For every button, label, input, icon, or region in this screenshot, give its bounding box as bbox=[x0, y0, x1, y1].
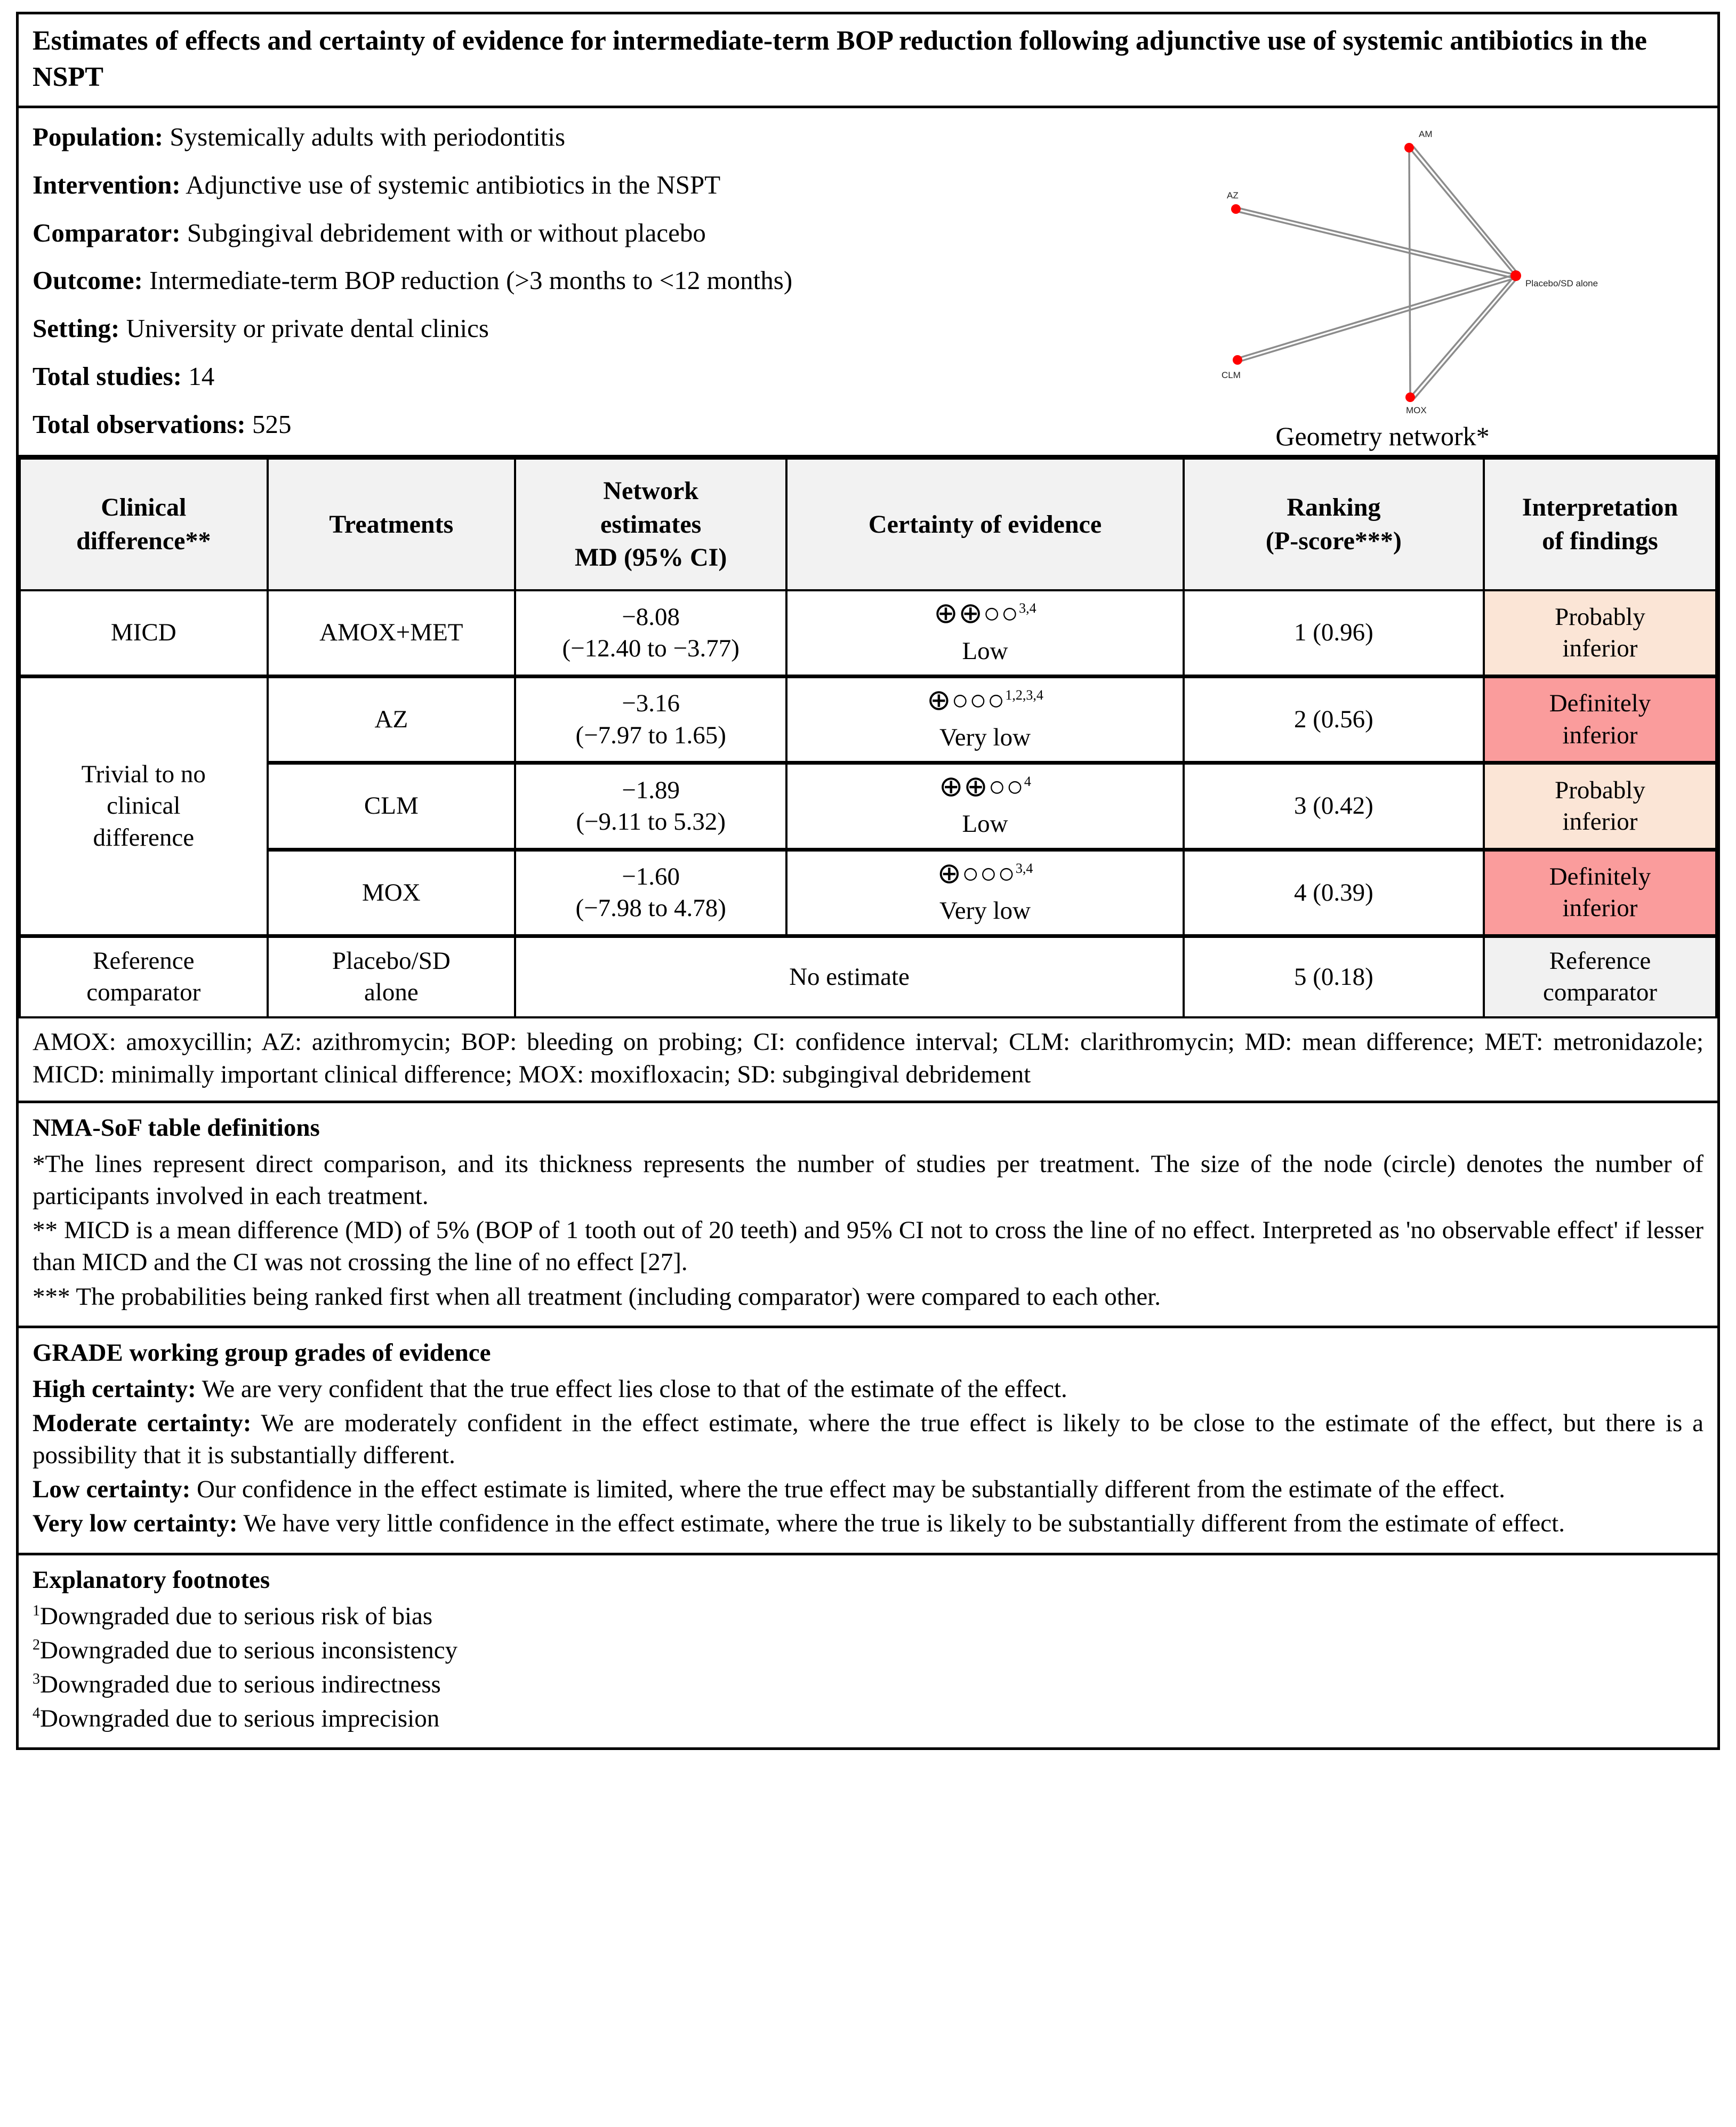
reference-treatment-line: Placebo/SD bbox=[332, 947, 451, 975]
network-label-placebo: Placebo/SD alone bbox=[1525, 278, 1598, 289]
pico-value-outcome: Intermediate-term BOP reduction (>3 months to <12 months) bbox=[142, 266, 793, 295]
estimate-value: −1.89 bbox=[622, 776, 680, 804]
footnote-item-3 bbox=[33, 1668, 1703, 1700]
cell-network-estimate bbox=[515, 676, 786, 762]
cell-interpretation bbox=[1484, 849, 1716, 936]
footnote-text: Downgraded due to serious indirectness bbox=[40, 1671, 441, 1699]
network-node-placebo[interactable] bbox=[1510, 270, 1521, 281]
table-header-row bbox=[20, 459, 1716, 590]
footnote-marker: 3 bbox=[33, 1671, 40, 1688]
definition-star-three: *** The probabilities being ranked first when all treatment (including comparator) were compared to each other. bbox=[33, 1282, 1161, 1311]
cell-ranking: 5 (0.18) bbox=[1184, 936, 1484, 1017]
cell-ranking: 3 (0.42) bbox=[1184, 763, 1484, 849]
cell-network-estimate bbox=[515, 849, 786, 936]
cell-certainty bbox=[786, 590, 1184, 676]
cell-ranking: 4 (0.39) bbox=[1184, 849, 1484, 936]
pico-row-comparator bbox=[33, 217, 1062, 249]
cell-clinical-difference: MICD bbox=[20, 590, 268, 676]
footnote-text: Downgraded due to serious imprecision bbox=[40, 1705, 440, 1733]
header-line: estimates bbox=[600, 510, 702, 539]
pico-row-outcome bbox=[33, 264, 1062, 296]
sof-table bbox=[19, 457, 1717, 1018]
grade-term: Very low certainty: bbox=[33, 1510, 238, 1538]
cell-interpretation bbox=[1484, 936, 1716, 1017]
grade-section bbox=[19, 1328, 1717, 1555]
table-row bbox=[20, 849, 1716, 936]
pico-label-total-studies: Total studies: bbox=[33, 362, 182, 391]
cell-certainty bbox=[786, 849, 1184, 936]
group-label-line: Trivial to no bbox=[81, 760, 206, 789]
pico-label-outcome: Outcome: bbox=[33, 266, 143, 295]
pico-list bbox=[33, 116, 1062, 448]
grade-heading: GRADE working group grades of evidence bbox=[33, 1338, 491, 1367]
grade-item-high bbox=[33, 1373, 1703, 1405]
estimate-value: −8.08 bbox=[622, 603, 680, 631]
column-header-treatments bbox=[268, 459, 516, 590]
reference-treatment-line: alone bbox=[364, 978, 419, 1007]
network-node-clm[interactable] bbox=[1233, 355, 1242, 365]
interpretation-line: Reference bbox=[1549, 947, 1651, 975]
interpretation-line: Definitely bbox=[1549, 863, 1651, 891]
pico-label-total-observations: Total observations: bbox=[33, 409, 246, 439]
pico-value-setting: University or private dental clinics bbox=[119, 314, 489, 343]
column-header-interpretation bbox=[1484, 459, 1716, 590]
cell-network-estimate bbox=[515, 590, 786, 676]
estimate-ci: (−9.11 to 5.32) bbox=[576, 807, 726, 836]
header-line: (P-score***) bbox=[1265, 526, 1402, 555]
header-line: Ranking bbox=[1287, 493, 1381, 522]
pico-row-total-studies bbox=[33, 360, 1062, 392]
table-frame bbox=[16, 12, 1720, 1750]
cell-clinical-difference-group bbox=[20, 676, 268, 936]
column-header-clinical-difference bbox=[20, 459, 268, 590]
interpretation-line: inferior bbox=[1562, 807, 1638, 836]
cell-clinical-difference bbox=[20, 936, 268, 1017]
header-line: of findings bbox=[1542, 526, 1658, 555]
cell-treatment: AMOX+MET bbox=[268, 590, 516, 676]
certainty-footnote-markers: 1,2,3,4 bbox=[1005, 687, 1043, 703]
group-label-line: clinical bbox=[107, 792, 181, 820]
certainty-label: Very low bbox=[939, 896, 1031, 925]
pico-value-total-studies: 14 bbox=[182, 362, 215, 391]
interpretation-line: inferior bbox=[1562, 894, 1638, 922]
grade-term: Low certainty: bbox=[33, 1475, 191, 1504]
table-row bbox=[20, 676, 1716, 762]
table-row-reference bbox=[20, 936, 1716, 1017]
certainty-glyphs: ⊕⊕○○ bbox=[939, 770, 1024, 803]
interpretation-line: comparator bbox=[1543, 978, 1658, 1007]
network-caption: Geometry network* bbox=[1275, 421, 1490, 452]
pico-label-setting: Setting: bbox=[33, 314, 120, 343]
network-edge-clm-placebo bbox=[1237, 275, 1515, 362]
certainty-symbols bbox=[937, 857, 1033, 889]
cell-interpretation bbox=[1484, 763, 1716, 849]
definitions-section bbox=[19, 1103, 1717, 1328]
certainty-label: Very low bbox=[939, 724, 1031, 752]
certainty-footnote-markers: 4 bbox=[1024, 774, 1031, 790]
network-node-az[interactable] bbox=[1231, 204, 1241, 214]
network-edge-am-placebo bbox=[1409, 147, 1518, 275]
estimate-value: −3.16 bbox=[622, 689, 680, 718]
interpretation-line: Definitely bbox=[1549, 689, 1651, 718]
grade-term: Moderate certainty: bbox=[33, 1409, 252, 1437]
column-header-ranking bbox=[1184, 459, 1484, 590]
cell-treatment: CLM bbox=[268, 763, 516, 849]
cell-no-estimate: No estimate bbox=[515, 936, 1184, 1017]
definitions-heading: NMA-SoF table definitions bbox=[33, 1113, 320, 1142]
certainty-glyphs: ⊕○○○ bbox=[937, 857, 1016, 889]
network-node-mox[interactable] bbox=[1405, 392, 1415, 402]
cell-treatment: MOX bbox=[268, 849, 516, 936]
footnote-item-1 bbox=[33, 1600, 1703, 1632]
grade-text: Our confidence in the effect estimate is limited, where the true effect may be substantially different from the estimate of the effect. bbox=[190, 1475, 1505, 1504]
grade-text: We are moderately confident in the effect estimate, where the true effect is likely to be close to the estimate of the effect, but there is a possibility that it is substantially different. bbox=[33, 1409, 1703, 1470]
pico-label-intervention: Intervention: bbox=[33, 170, 181, 199]
estimate-value: −1.60 bbox=[622, 863, 680, 891]
grade-text: We have very little confidence in the effect estimate, where the true is likely to be substantially different from the estimate of effect. bbox=[237, 1510, 1565, 1538]
pico-label-population: Population: bbox=[33, 122, 164, 152]
group-label-line: difference bbox=[93, 823, 195, 852]
estimate-ci: (−7.97 to 1.65) bbox=[575, 721, 726, 749]
cell-ranking: 2 (0.56) bbox=[1184, 676, 1484, 762]
reference-label-line: comparator bbox=[86, 978, 201, 1007]
certainty-footnote-markers: 3,4 bbox=[1015, 860, 1033, 876]
pico-section bbox=[19, 108, 1717, 457]
header-line: Interpretation bbox=[1522, 493, 1678, 522]
interpretation-line: inferior bbox=[1562, 635, 1638, 663]
pico-row-intervention bbox=[33, 169, 1062, 201]
header-line: Treatments bbox=[329, 510, 454, 539]
certainty-glyphs: ⊕⊕○○ bbox=[934, 597, 1019, 630]
column-header-certainty-of-evidence bbox=[786, 459, 1184, 590]
table-row bbox=[20, 590, 1716, 676]
pico-row-setting bbox=[33, 312, 1062, 344]
certainty-label: Low bbox=[962, 810, 1008, 838]
cell-network-estimate bbox=[515, 763, 786, 849]
header-line: Certainty of evidence bbox=[868, 510, 1102, 539]
footnote-marker: 1 bbox=[33, 1602, 40, 1619]
definition-star-one: *The lines represent direct comparison, and its thickness represents the number of studies per treatment. The size of the node (circle) denotes the number of participants involved in each treatment. bbox=[33, 1150, 1703, 1210]
cell-interpretation bbox=[1484, 590, 1716, 676]
grade-term: High certainty: bbox=[33, 1375, 196, 1403]
network-label-clm: CLM bbox=[1221, 370, 1241, 381]
network-graph-section bbox=[1062, 116, 1703, 452]
cell-certainty bbox=[786, 676, 1184, 762]
cell-ranking: 1 (0.96) bbox=[1184, 590, 1484, 676]
reference-label-line: Reference bbox=[93, 947, 195, 975]
footnote-item-4 bbox=[33, 1703, 1703, 1735]
header-line: MD (95% CI) bbox=[575, 543, 727, 572]
footnote-text: Downgraded due to serious risk of bias bbox=[40, 1602, 433, 1630]
pico-row-population bbox=[33, 121, 1062, 153]
interpretation-line: inferior bbox=[1562, 721, 1638, 749]
abbreviations-note: AMOX: amoxycillin; AZ: azithromycin; BOP: bleeding on probing; CI: confidence interval; CLM: clarithromycin; MD: mean difference; MET: metronidazole; MICD: minimally important clinical difference; MOX: moxifloxacin; SD: subgingival debridement bbox=[19, 1018, 1717, 1103]
network-edge-am-mox bbox=[1409, 148, 1410, 397]
footnotes-heading: Explanatory footnotes bbox=[33, 1566, 270, 1594]
header-line: Network bbox=[603, 477, 698, 505]
pico-value-total-observations: 525 bbox=[245, 409, 292, 439]
footnote-text: Downgraded due to serious inconsistency bbox=[40, 1636, 458, 1664]
estimate-ci: (−12.40 to −3.77) bbox=[562, 635, 740, 663]
certainty-symbols bbox=[934, 597, 1036, 629]
certainty-symbols bbox=[927, 684, 1043, 716]
network-graph-svg bbox=[1148, 116, 1617, 425]
footnotes-section bbox=[19, 1555, 1717, 1748]
certainty-footnote-markers: 3,4 bbox=[1019, 600, 1036, 616]
pico-label-comparator: Comparator: bbox=[33, 218, 181, 247]
certainty-label: Low bbox=[962, 637, 1008, 665]
certainty-symbols bbox=[939, 770, 1031, 802]
network-label-mox: MOX bbox=[1406, 405, 1427, 416]
interpretation-line: Probably bbox=[1555, 603, 1645, 631]
network-graph bbox=[1148, 116, 1617, 425]
grade-item-moderate bbox=[33, 1407, 1703, 1471]
header-line: difference** bbox=[76, 526, 211, 555]
network-node-am[interactable] bbox=[1404, 143, 1414, 152]
network-label-am: AM bbox=[1419, 129, 1433, 140]
grade-item-low bbox=[33, 1473, 1703, 1505]
pico-value-population: Systemically adults with periodontitis bbox=[163, 122, 566, 152]
certainty-glyphs: ⊕○○○ bbox=[927, 684, 1006, 716]
cell-certainty bbox=[786, 763, 1184, 849]
pico-value-intervention: Adjunctive use of systemic antibiotics in the NSPT bbox=[180, 170, 721, 199]
cell-treatment: AZ bbox=[268, 676, 516, 762]
estimate-ci: (−7.98 to 4.78) bbox=[575, 894, 726, 922]
column-header-network-estimates bbox=[515, 459, 786, 590]
page-title: Estimates of effects and certainty of evidence for intermediate-term BOP reduction following adjunctive use of systemic antibiotics in the NSPT bbox=[19, 14, 1717, 108]
cell-interpretation bbox=[1484, 676, 1716, 762]
pico-value-comparator: Subgingival debridement with or without placebo bbox=[180, 218, 706, 247]
grade-item-very-low bbox=[33, 1507, 1703, 1539]
table-row bbox=[20, 763, 1716, 849]
pico-row-total-observations bbox=[33, 408, 1062, 440]
network-label-az: AZ bbox=[1227, 190, 1239, 201]
interpretation-line: Probably bbox=[1555, 776, 1645, 804]
grade-text: We are very confident that the true effect lies close to that of the estimate of the effect. bbox=[196, 1375, 1067, 1403]
footnote-item-2 bbox=[33, 1634, 1703, 1666]
footnote-marker: 2 bbox=[33, 1636, 40, 1654]
footnote-marker: 4 bbox=[33, 1705, 40, 1722]
definition-star-two: ** MICD is a mean difference (MD) of 5% (BOP of 1 tooth out of 20 teeth) and 95% CI not to cross the line of no effect. Interpreted as 'no observable effect' if lesser than MICD and the CI was not crossing the line of no effect [27]. bbox=[33, 1216, 1703, 1277]
header-line: Clinical bbox=[101, 493, 187, 522]
cell-treatment bbox=[268, 936, 516, 1017]
